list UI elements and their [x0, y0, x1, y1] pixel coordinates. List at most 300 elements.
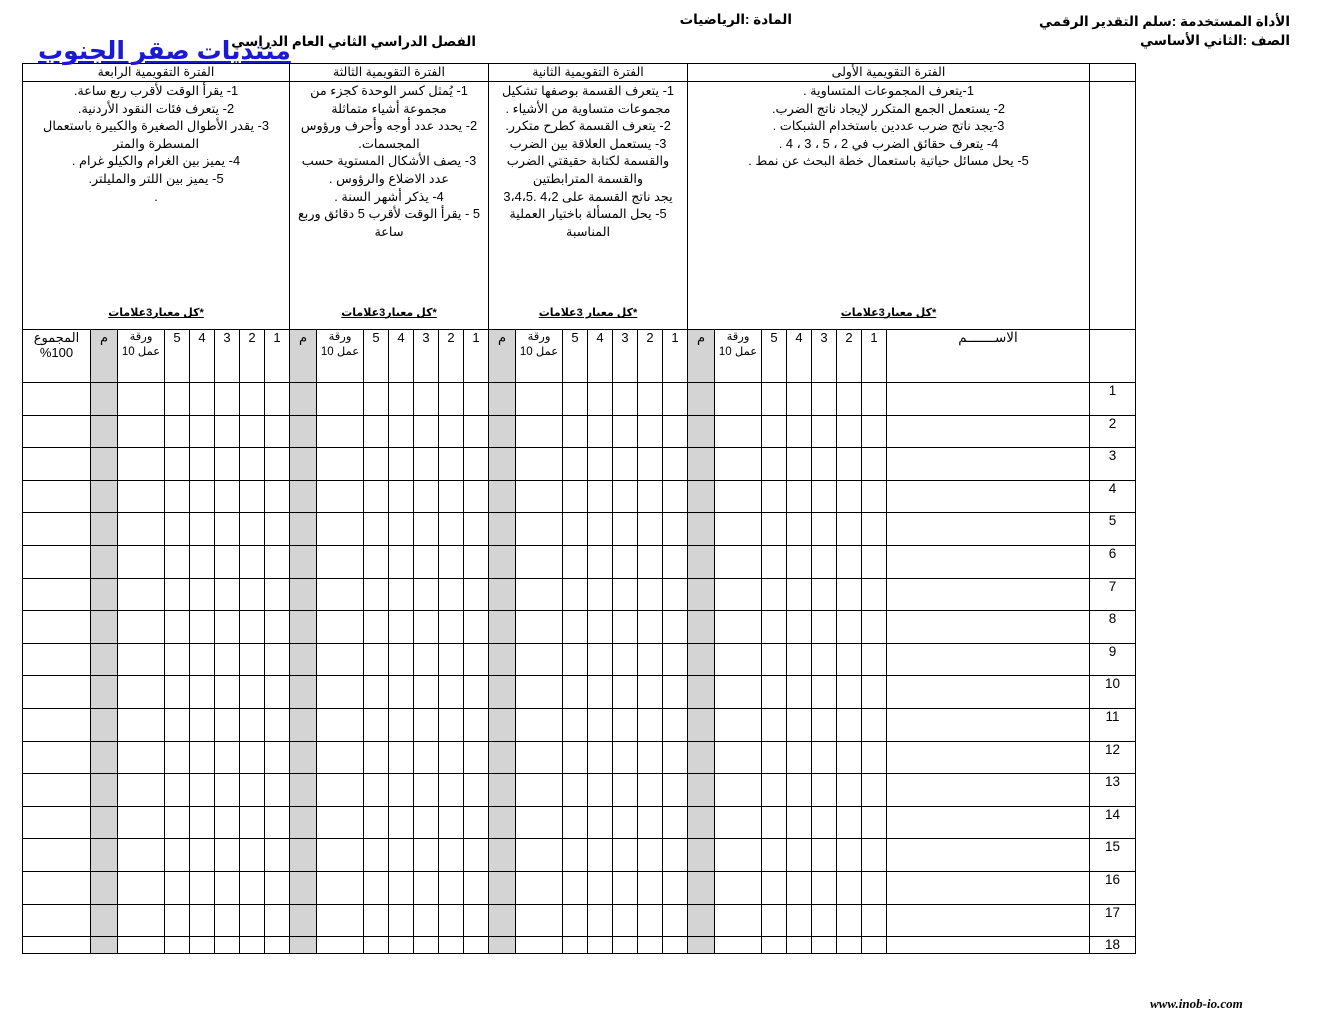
score-cell-p4-c1[interactable] — [265, 708, 290, 741]
score-cell-p2-c5[interactable] — [563, 513, 588, 546]
total-cell[interactable] — [23, 643, 91, 676]
score-cell-p4-c2[interactable] — [240, 545, 265, 578]
score-cell-p4-c1[interactable] — [265, 383, 290, 416]
score-cell-p4-c5[interactable] — [165, 415, 190, 448]
score-cell-p2-c3[interactable] — [613, 839, 638, 872]
score-cell-p1-c3[interactable] — [812, 806, 837, 839]
score-cell-p4-c2[interactable] — [240, 741, 265, 774]
score-cell-p2-c2[interactable] — [638, 741, 663, 774]
total-cell[interactable] — [23, 871, 91, 904]
score-cell-p1-c1[interactable] — [862, 383, 887, 416]
score-cell-p3-c3[interactable] — [414, 904, 439, 937]
mark-cell-p3[interactable] — [290, 708, 317, 741]
score-cell-p2-c3[interactable] — [613, 741, 638, 774]
score-cell-p4-c1[interactable] — [265, 937, 290, 954]
mark-cell-p2[interactable] — [489, 676, 516, 709]
student-name-cell[interactable] — [887, 937, 1090, 954]
score-cell-p1-c4[interactable] — [787, 904, 812, 937]
worksheet-cell-p4[interactable] — [118, 578, 165, 611]
worksheet-cell-p3[interactable] — [317, 578, 364, 611]
score-cell-p3-c5[interactable] — [364, 774, 389, 807]
mark-cell-p4[interactable] — [91, 676, 118, 709]
score-cell-p1-c4[interactable] — [787, 545, 812, 578]
score-cell-p3-c1[interactable] — [464, 774, 489, 807]
mark-cell-p1[interactable] — [688, 513, 715, 546]
table-row[interactable] — [23, 545, 1136, 578]
score-cell-p2-c5[interactable] — [563, 741, 588, 774]
mark-cell-p4[interactable] — [91, 708, 118, 741]
mark-cell-p2[interactable] — [489, 513, 516, 546]
score-cell-p1-c1[interactable] — [862, 741, 887, 774]
table-row[interactable] — [23, 480, 1136, 513]
total-cell[interactable] — [23, 415, 91, 448]
worksheet-cell-p1[interactable] — [715, 448, 762, 481]
score-cell-p4-c2[interactable] — [240, 611, 265, 644]
mark-cell-p4[interactable] — [91, 774, 118, 807]
score-cell-p3-c3[interactable] — [414, 611, 439, 644]
mark-cell-p4[interactable] — [91, 480, 118, 513]
mark-cell-p1[interactable] — [688, 643, 715, 676]
worksheet-cell-p2[interactable] — [516, 383, 563, 416]
total-cell[interactable] — [23, 513, 91, 546]
score-cell-p2-c4[interactable] — [588, 937, 613, 954]
mark-cell-p2[interactable] — [489, 545, 516, 578]
score-cell-p2-c4[interactable] — [588, 708, 613, 741]
score-cell-p4-c1[interactable] — [265, 643, 290, 676]
score-cell-p3-c4[interactable] — [389, 611, 414, 644]
score-cell-p4-c2[interactable] — [240, 643, 265, 676]
score-cell-p4-c4[interactable] — [190, 611, 215, 644]
worksheet-cell-p4[interactable] — [118, 676, 165, 709]
score-cell-p2-c2[interactable] — [638, 806, 663, 839]
score-cell-p4-c4[interactable] — [190, 415, 215, 448]
score-cell-p1-c5[interactable] — [762, 676, 787, 709]
table-row[interactable] — [23, 578, 1136, 611]
score-cell-p4-c1[interactable] — [265, 741, 290, 774]
worksheet-cell-p3[interactable] — [317, 774, 364, 807]
score-cell-p4-c1[interactable] — [265, 480, 290, 513]
mark-cell-p4[interactable] — [91, 448, 118, 481]
score-cell-p1-c5[interactable] — [762, 774, 787, 807]
score-cell-p3-c2[interactable] — [439, 741, 464, 774]
score-cell-p4-c2[interactable] — [240, 708, 265, 741]
score-cell-p2-c1[interactable] — [663, 741, 688, 774]
score-cell-p3-c5[interactable] — [364, 741, 389, 774]
score-cell-p1-c3[interactable] — [812, 904, 837, 937]
score-cell-p2-c4[interactable] — [588, 480, 613, 513]
worksheet-cell-p3[interactable] — [317, 545, 364, 578]
score-cell-p1-c1[interactable] — [862, 774, 887, 807]
score-cell-p2-c3[interactable] — [613, 937, 638, 954]
mark-cell-p1[interactable] — [688, 415, 715, 448]
worksheet-cell-p2[interactable] — [516, 871, 563, 904]
score-cell-p4-c3[interactable] — [215, 415, 240, 448]
total-cell[interactable] — [23, 774, 91, 807]
score-cell-p3-c2[interactable] — [439, 708, 464, 741]
score-cell-p4-c3[interactable] — [215, 578, 240, 611]
score-cell-p3-c4[interactable] — [389, 545, 414, 578]
mark-cell-p4[interactable] — [91, 741, 118, 774]
score-cell-p1-c2[interactable] — [837, 839, 862, 872]
mark-cell-p3[interactable] — [290, 480, 317, 513]
worksheet-cell-p4[interactable] — [118, 480, 165, 513]
mark-cell-p1[interactable] — [688, 708, 715, 741]
score-cell-p3-c1[interactable] — [464, 676, 489, 709]
score-cell-p3-c2[interactable] — [439, 480, 464, 513]
score-cell-p1-c3[interactable] — [812, 871, 837, 904]
worksheet-cell-p2[interactable] — [516, 741, 563, 774]
score-cell-p4-c2[interactable] — [240, 513, 265, 546]
score-cell-p4-c5[interactable] — [165, 643, 190, 676]
score-cell-p3-c3[interactable] — [414, 643, 439, 676]
score-cell-p3-c2[interactable] — [439, 545, 464, 578]
score-cell-p1-c4[interactable] — [787, 774, 812, 807]
score-cell-p4-c1[interactable] — [265, 774, 290, 807]
mark-cell-p1[interactable] — [688, 480, 715, 513]
score-cell-p3-c5[interactable] — [364, 383, 389, 416]
score-cell-p1-c1[interactable] — [862, 448, 887, 481]
score-cell-p2-c2[interactable] — [638, 774, 663, 807]
score-cell-p3-c5[interactable] — [364, 904, 389, 937]
worksheet-cell-p3[interactable] — [317, 871, 364, 904]
score-cell-p4-c2[interactable] — [240, 871, 265, 904]
mark-cell-p1[interactable] — [688, 578, 715, 611]
score-cell-p3-c3[interactable] — [414, 545, 439, 578]
score-cell-p3-c5[interactable] — [364, 806, 389, 839]
worksheet-cell-p1[interactable] — [715, 480, 762, 513]
score-cell-p1-c3[interactable] — [812, 611, 837, 644]
worksheet-cell-p1[interactable] — [715, 741, 762, 774]
score-cell-p1-c1[interactable] — [862, 480, 887, 513]
score-cell-p3-c5[interactable] — [364, 415, 389, 448]
score-cell-p2-c2[interactable] — [638, 448, 663, 481]
score-cell-p4-c5[interactable] — [165, 806, 190, 839]
score-cell-p3-c3[interactable] — [414, 741, 439, 774]
score-cell-p1-c5[interactable] — [762, 578, 787, 611]
mark-cell-p1[interactable] — [688, 448, 715, 481]
worksheet-cell-p1[interactable] — [715, 611, 762, 644]
worksheet-cell-p4[interactable] — [118, 415, 165, 448]
worksheet-cell-p1[interactable] — [715, 937, 762, 954]
worksheet-cell-p2[interactable] — [516, 448, 563, 481]
score-cell-p4-c4[interactable] — [190, 708, 215, 741]
worksheet-cell-p3[interactable] — [317, 383, 364, 416]
score-cell-p4-c3[interactable] — [215, 741, 240, 774]
worksheet-cell-p3[interactable] — [317, 643, 364, 676]
score-cell-p3-c4[interactable] — [389, 937, 414, 954]
mark-cell-p2[interactable] — [489, 839, 516, 872]
score-cell-p1-c2[interactable] — [837, 871, 862, 904]
score-cell-p3-c1[interactable] — [464, 480, 489, 513]
score-cell-p2-c5[interactable] — [563, 937, 588, 954]
mark-cell-p3[interactable] — [290, 415, 317, 448]
score-cell-p3-c4[interactable] — [389, 871, 414, 904]
mark-cell-p1[interactable] — [688, 774, 715, 807]
score-cell-p1-c2[interactable] — [837, 513, 862, 546]
score-cell-p4-c5[interactable] — [165, 774, 190, 807]
worksheet-cell-p1[interactable] — [715, 545, 762, 578]
score-cell-p1-c5[interactable] — [762, 513, 787, 546]
worksheet-cell-p1[interactable] — [715, 415, 762, 448]
score-cell-p1-c1[interactable] — [862, 708, 887, 741]
score-cell-p3-c3[interactable] — [414, 871, 439, 904]
student-name-cell[interactable] — [887, 448, 1090, 481]
mark-cell-p3[interactable] — [290, 806, 317, 839]
score-cell-p4-c2[interactable] — [240, 578, 265, 611]
score-cell-p1-c5[interactable] — [762, 448, 787, 481]
score-cell-p1-c2[interactable] — [837, 741, 862, 774]
score-cell-p2-c2[interactable] — [638, 415, 663, 448]
worksheet-cell-p3[interactable] — [317, 513, 364, 546]
score-cell-p1-c3[interactable] — [812, 513, 837, 546]
score-cell-p3-c2[interactable] — [439, 383, 464, 416]
mark-cell-p2[interactable] — [489, 415, 516, 448]
score-cell-p4-c5[interactable] — [165, 839, 190, 872]
table-row[interactable] — [23, 611, 1136, 644]
table-row[interactable] — [23, 839, 1136, 872]
score-cell-p3-c4[interactable] — [389, 578, 414, 611]
score-cell-p4-c4[interactable] — [190, 448, 215, 481]
mark-cell-p1[interactable] — [688, 383, 715, 416]
mark-cell-p4[interactable] — [91, 611, 118, 644]
score-cell-p1-c1[interactable] — [862, 904, 887, 937]
score-cell-p2-c5[interactable] — [563, 676, 588, 709]
score-cell-p2-c1[interactable] — [663, 871, 688, 904]
score-cell-p1-c4[interactable] — [787, 611, 812, 644]
score-cell-p2-c2[interactable] — [638, 578, 663, 611]
score-cell-p2-c1[interactable] — [663, 545, 688, 578]
score-cell-p2-c5[interactable] — [563, 806, 588, 839]
mark-cell-p3[interactable] — [290, 578, 317, 611]
score-cell-p1-c5[interactable] — [762, 806, 787, 839]
score-cell-p1-c4[interactable] — [787, 480, 812, 513]
score-cell-p2-c4[interactable] — [588, 741, 613, 774]
score-cell-p3-c2[interactable] — [439, 611, 464, 644]
mark-cell-p2[interactable] — [489, 741, 516, 774]
score-cell-p2-c1[interactable] — [663, 937, 688, 954]
total-cell[interactable] — [23, 676, 91, 709]
mark-cell-p2[interactable] — [489, 708, 516, 741]
score-cell-p2-c2[interactable] — [638, 480, 663, 513]
score-cell-p2-c5[interactable] — [563, 448, 588, 481]
score-cell-p4-c1[interactable] — [265, 839, 290, 872]
score-cell-p1-c1[interactable] — [862, 937, 887, 954]
score-cell-p1-c1[interactable] — [862, 611, 887, 644]
mark-cell-p1[interactable] — [688, 839, 715, 872]
student-name-cell[interactable] — [887, 676, 1090, 709]
score-cell-p1-c2[interactable] — [837, 774, 862, 807]
mark-cell-p1[interactable] — [688, 741, 715, 774]
worksheet-cell-p2[interactable] — [516, 611, 563, 644]
score-cell-p3-c3[interactable] — [414, 937, 439, 954]
score-cell-p3-c4[interactable] — [389, 480, 414, 513]
score-cell-p2-c5[interactable] — [563, 839, 588, 872]
student-name-cell[interactable] — [887, 383, 1090, 416]
worksheet-cell-p3[interactable] — [317, 806, 364, 839]
score-cell-p3-c3[interactable] — [414, 839, 439, 872]
mark-cell-p4[interactable] — [91, 578, 118, 611]
table-row[interactable] — [23, 774, 1136, 807]
score-cell-p3-c5[interactable] — [364, 480, 389, 513]
score-cell-p3-c2[interactable] — [439, 676, 464, 709]
score-cell-p4-c2[interactable] — [240, 383, 265, 416]
score-cell-p3-c3[interactable] — [414, 480, 439, 513]
score-cell-p4-c1[interactable] — [265, 545, 290, 578]
score-cell-p1-c1[interactable] — [862, 871, 887, 904]
score-cell-p2-c2[interactable] — [638, 545, 663, 578]
score-cell-p3-c5[interactable] — [364, 676, 389, 709]
score-cell-p1-c3[interactable] — [812, 839, 837, 872]
worksheet-cell-p2[interactable] — [516, 578, 563, 611]
score-cell-p4-c2[interactable] — [240, 937, 265, 954]
score-cell-p1-c2[interactable] — [837, 643, 862, 676]
worksheet-cell-p1[interactable] — [715, 871, 762, 904]
table-row[interactable] — [23, 741, 1136, 774]
score-cell-p4-c1[interactable] — [265, 871, 290, 904]
score-cell-p1-c4[interactable] — [787, 676, 812, 709]
score-cell-p4-c4[interactable] — [190, 643, 215, 676]
score-cell-p4-c4[interactable] — [190, 741, 215, 774]
worksheet-cell-p2[interactable] — [516, 643, 563, 676]
score-cell-p4-c3[interactable] — [215, 676, 240, 709]
score-cell-p4-c3[interactable] — [215, 545, 240, 578]
worksheet-cell-p2[interactable] — [516, 839, 563, 872]
mark-cell-p3[interactable] — [290, 676, 317, 709]
student-name-cell[interactable] — [887, 415, 1090, 448]
score-cell-p1-c3[interactable] — [812, 741, 837, 774]
score-cell-p3-c4[interactable] — [389, 643, 414, 676]
score-cell-p4-c3[interactable] — [215, 871, 240, 904]
score-cell-p4-c4[interactable] — [190, 676, 215, 709]
score-cell-p3-c5[interactable] — [364, 871, 389, 904]
score-cell-p2-c5[interactable] — [563, 383, 588, 416]
score-cell-p3-c3[interactable] — [414, 708, 439, 741]
score-cell-p4-c3[interactable] — [215, 480, 240, 513]
mark-cell-p2[interactable] — [489, 611, 516, 644]
score-cell-p4-c1[interactable] — [265, 513, 290, 546]
score-cell-p4-c4[interactable] — [190, 839, 215, 872]
score-cell-p1-c3[interactable] — [812, 937, 837, 954]
student-name-cell[interactable] — [887, 578, 1090, 611]
mark-cell-p2[interactable] — [489, 448, 516, 481]
score-cell-p4-c3[interactable] — [215, 904, 240, 937]
score-cell-p3-c2[interactable] — [439, 937, 464, 954]
score-cell-p3-c1[interactable] — [464, 904, 489, 937]
score-cell-p3-c4[interactable] — [389, 806, 414, 839]
score-cell-p2-c1[interactable] — [663, 448, 688, 481]
score-cell-p4-c2[interactable] — [240, 904, 265, 937]
student-name-cell[interactable] — [887, 741, 1090, 774]
score-cell-p1-c5[interactable] — [762, 611, 787, 644]
score-cell-p1-c1[interactable] — [862, 643, 887, 676]
score-cell-p4-c5[interactable] — [165, 741, 190, 774]
score-cell-p1-c5[interactable] — [762, 904, 787, 937]
score-cell-p4-c3[interactable] — [215, 383, 240, 416]
worksheet-cell-p4[interactable] — [118, 904, 165, 937]
score-cell-p1-c5[interactable] — [762, 643, 787, 676]
score-cell-p4-c5[interactable] — [165, 513, 190, 546]
worksheet-cell-p4[interactable] — [118, 643, 165, 676]
score-cell-p4-c4[interactable] — [190, 545, 215, 578]
score-cell-p4-c3[interactable] — [215, 448, 240, 481]
total-cell[interactable] — [23, 448, 91, 481]
worksheet-cell-p4[interactable] — [118, 611, 165, 644]
score-cell-p2-c4[interactable] — [588, 676, 613, 709]
worksheet-cell-p2[interactable] — [516, 806, 563, 839]
worksheet-cell-p1[interactable] — [715, 643, 762, 676]
mark-cell-p4[interactable] — [91, 383, 118, 416]
score-cell-p2-c4[interactable] — [588, 904, 613, 937]
student-name-cell[interactable] — [887, 904, 1090, 937]
score-cell-p1-c2[interactable] — [837, 415, 862, 448]
student-name-cell[interactable] — [887, 611, 1090, 644]
mark-cell-p1[interactable] — [688, 676, 715, 709]
score-cell-p1-c5[interactable] — [762, 839, 787, 872]
table-row[interactable] — [23, 904, 1136, 937]
worksheet-cell-p4[interactable] — [118, 708, 165, 741]
score-cell-p2-c4[interactable] — [588, 545, 613, 578]
score-cell-p4-c4[interactable] — [190, 513, 215, 546]
worksheet-cell-p3[interactable] — [317, 415, 364, 448]
mark-cell-p3[interactable] — [290, 611, 317, 644]
score-cell-p4-c5[interactable] — [165, 383, 190, 416]
score-cell-p4-c4[interactable] — [190, 480, 215, 513]
worksheet-cell-p1[interactable] — [715, 839, 762, 872]
score-cell-p2-c1[interactable] — [663, 839, 688, 872]
score-cell-p2-c2[interactable] — [638, 643, 663, 676]
worksheet-cell-p4[interactable] — [118, 839, 165, 872]
student-name-cell[interactable] — [887, 643, 1090, 676]
student-name-cell[interactable] — [887, 545, 1090, 578]
score-cell-p1-c1[interactable] — [862, 545, 887, 578]
mark-cell-p3[interactable] — [290, 545, 317, 578]
score-cell-p4-c2[interactable] — [240, 448, 265, 481]
score-cell-p1-c3[interactable] — [812, 545, 837, 578]
score-cell-p4-c1[interactable] — [265, 676, 290, 709]
score-cell-p1-c3[interactable] — [812, 383, 837, 416]
total-cell[interactable] — [23, 545, 91, 578]
worksheet-cell-p2[interactable] — [516, 904, 563, 937]
mark-cell-p2[interactable] — [489, 937, 516, 954]
mark-cell-p4[interactable] — [91, 545, 118, 578]
score-cell-p2-c1[interactable] — [663, 676, 688, 709]
score-cell-p1-c4[interactable] — [787, 839, 812, 872]
score-cell-p2-c2[interactable] — [638, 839, 663, 872]
table-row[interactable] — [23, 937, 1136, 954]
worksheet-cell-p1[interactable] — [715, 774, 762, 807]
score-cell-p4-c5[interactable] — [165, 545, 190, 578]
score-cell-p4-c4[interactable] — [190, 578, 215, 611]
score-cell-p1-c5[interactable] — [762, 871, 787, 904]
worksheet-cell-p2[interactable] — [516, 513, 563, 546]
score-cell-p1-c3[interactable] — [812, 676, 837, 709]
score-cell-p1-c1[interactable] — [862, 415, 887, 448]
worksheet-cell-p3[interactable] — [317, 839, 364, 872]
worksheet-cell-p4[interactable] — [118, 741, 165, 774]
score-cell-p1-c1[interactable] — [862, 578, 887, 611]
student-name-cell[interactable] — [887, 513, 1090, 546]
score-cell-p2-c1[interactable] — [663, 611, 688, 644]
worksheet-cell-p1[interactable] — [715, 578, 762, 611]
score-cell-p2-c5[interactable] — [563, 904, 588, 937]
score-cell-p3-c4[interactable] — [389, 415, 414, 448]
worksheet-cell-p3[interactable] — [317, 904, 364, 937]
score-cell-p3-c3[interactable] — [414, 415, 439, 448]
mark-cell-p2[interactable] — [489, 871, 516, 904]
score-cell-p3-c2[interactable] — [439, 871, 464, 904]
score-cell-p2-c3[interactable] — [613, 708, 638, 741]
score-cell-p2-c1[interactable] — [663, 578, 688, 611]
